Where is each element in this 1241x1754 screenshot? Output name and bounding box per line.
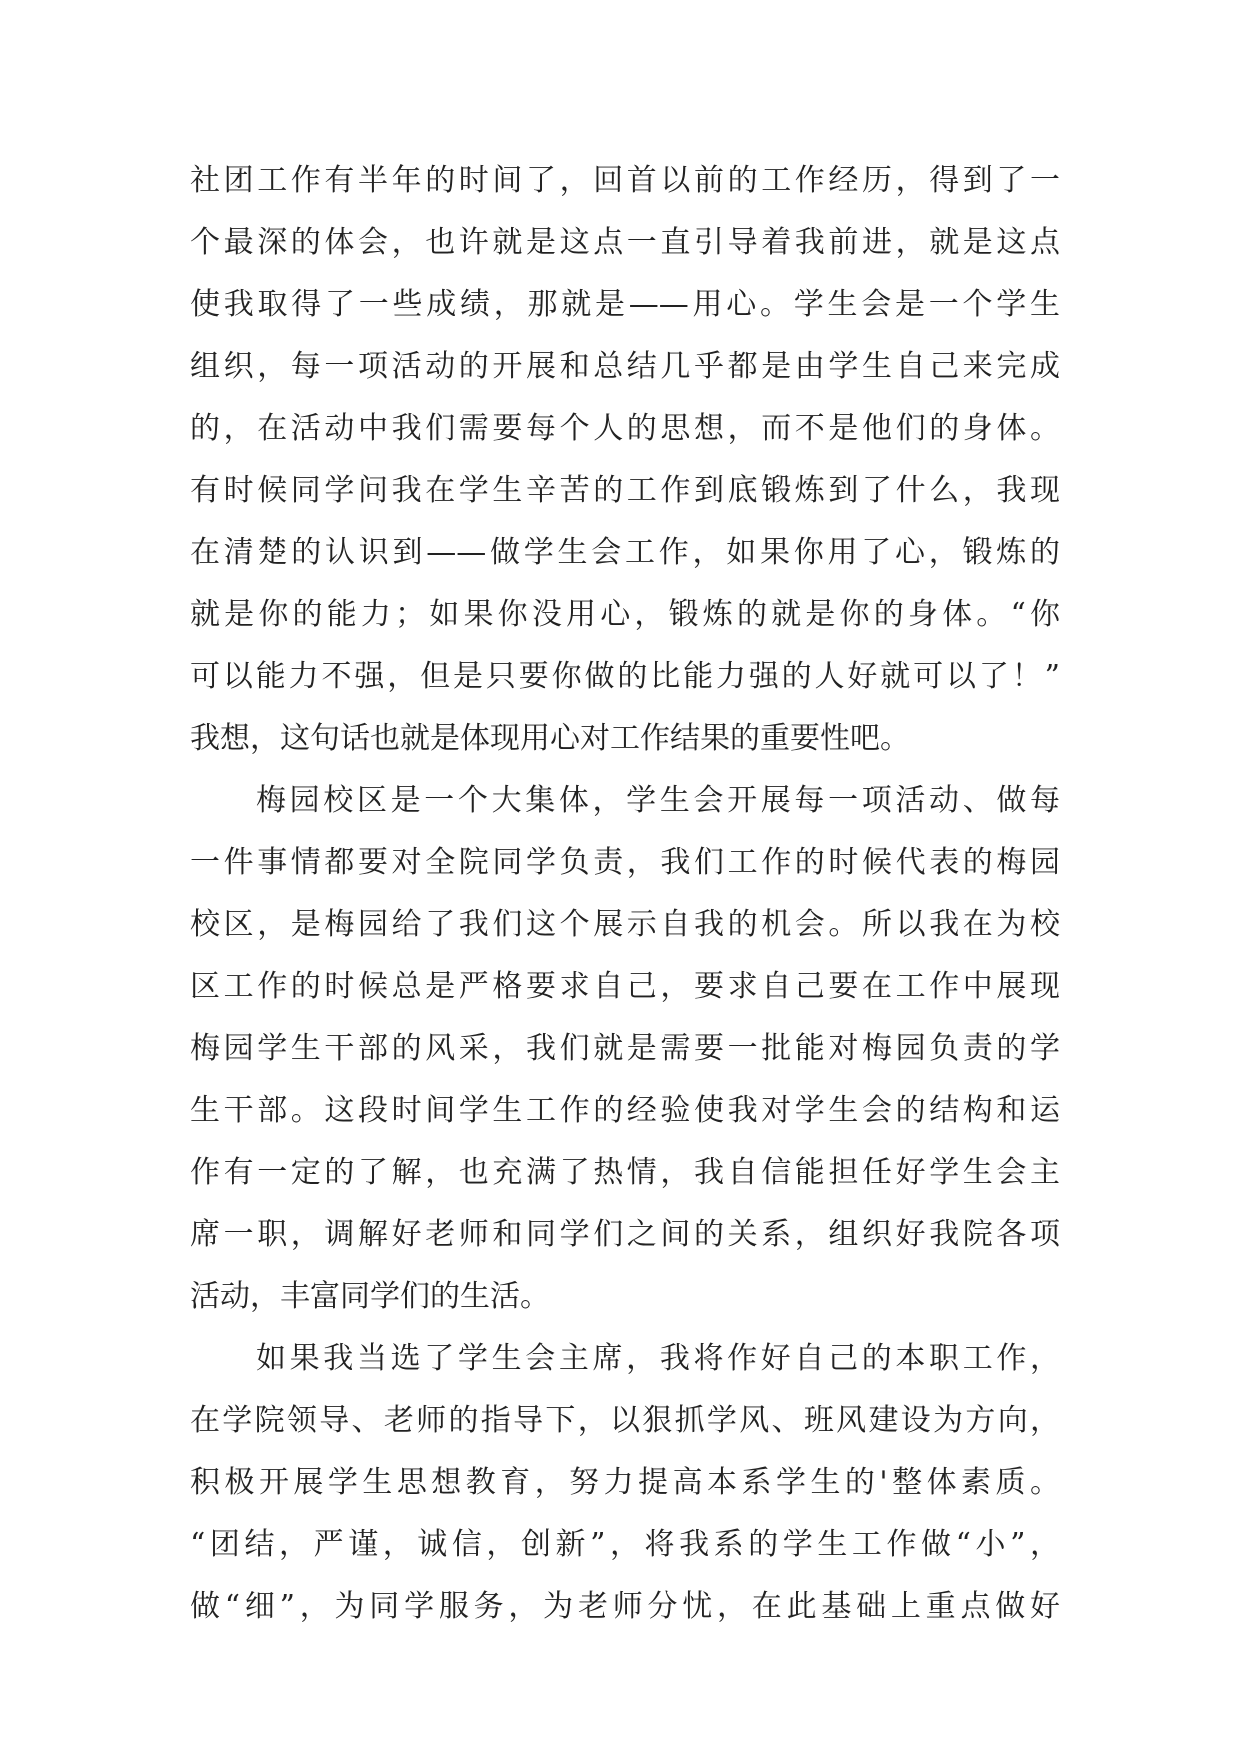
- text-line: 在学院领导、老师的指导下，以狠抓学风、班风建设为方向，: [190, 1403, 1060, 1438]
- text-line: 就是你的能力；如果你没用心，锻炼的就是你的身体。“你: [190, 597, 1060, 632]
- text-line: 个最深的体会，也许就是这点一直引导着我前进，就是这点: [190, 225, 1060, 260]
- text-line: 作有一定的了解，也充满了热情，我自信能担任好学生会主: [190, 1155, 1060, 1190]
- text-line: 社团工作有半年的时间了，回首以前的工作经历，得到了一: [190, 163, 1060, 198]
- text-line: 席一职，调解好老师和同学们之间的关系，组织好我院各项: [190, 1217, 1060, 1252]
- text-line: 如果我当选了学生会主席，我将作好自己的本职工作，: [256, 1341, 1060, 1376]
- document-page: [190, 150, 1060, 1638]
- text-line: 一件事情都要对全院同学负责，我们工作的时候代表的梅园: [190, 845, 1060, 880]
- text-line: 有时候同学问我在学生辛苦的工作到底锻炼到了什么，我现: [190, 473, 1060, 508]
- text-line: 生干部。这段时间学生工作的经验使我对学生会的结构和运: [190, 1093, 1060, 1128]
- text-line: 在清楚的认识到——做学生会工作，如果你用了心，锻炼的: [190, 535, 1060, 570]
- text-line: 做“细”，为同学服务，为老师分忧，在此基础上重点做好: [190, 1589, 1060, 1624]
- text-line: 积极开展学生思想教育，努力提高本系学生的'整体素质。: [190, 1465, 1060, 1500]
- text-line: “团结，严谨，诚信，创新”，将我系的学生工作做“小”，: [190, 1527, 1060, 1562]
- text-line: 组织，每一项活动的开展和总结几乎都是由学生自己来完成: [190, 349, 1060, 384]
- text-line: 校区，是梅园给了我们这个展示自我的机会。所以我在为校: [190, 907, 1060, 942]
- text-line: 区工作的时候总是严格要求自己，要求自己要在工作中展现: [190, 969, 1060, 1004]
- text-line: 梅园校区是一个大集体，学生会开展每一项活动、做每: [256, 783, 1060, 818]
- text-line: 活动，丰富同学们的生活。: [190, 1279, 550, 1314]
- text-line: 我想，这句话也就是体现用心对工作结果的重要性吧。: [190, 721, 910, 756]
- text-line: 可以能力不强，但是只要你做的比能力强的人好就可以了！”: [190, 659, 1060, 694]
- text-line: 梅园学生干部的风采，我们就是需要一批能对梅园负责的学: [190, 1031, 1060, 1066]
- text-line: 的，在活动中我们需要每个人的思想，而不是他们的身体。: [190, 411, 1060, 446]
- text-line: 使我取得了一些成绩，那就是——用心。学生会是一个学生: [190, 287, 1060, 322]
